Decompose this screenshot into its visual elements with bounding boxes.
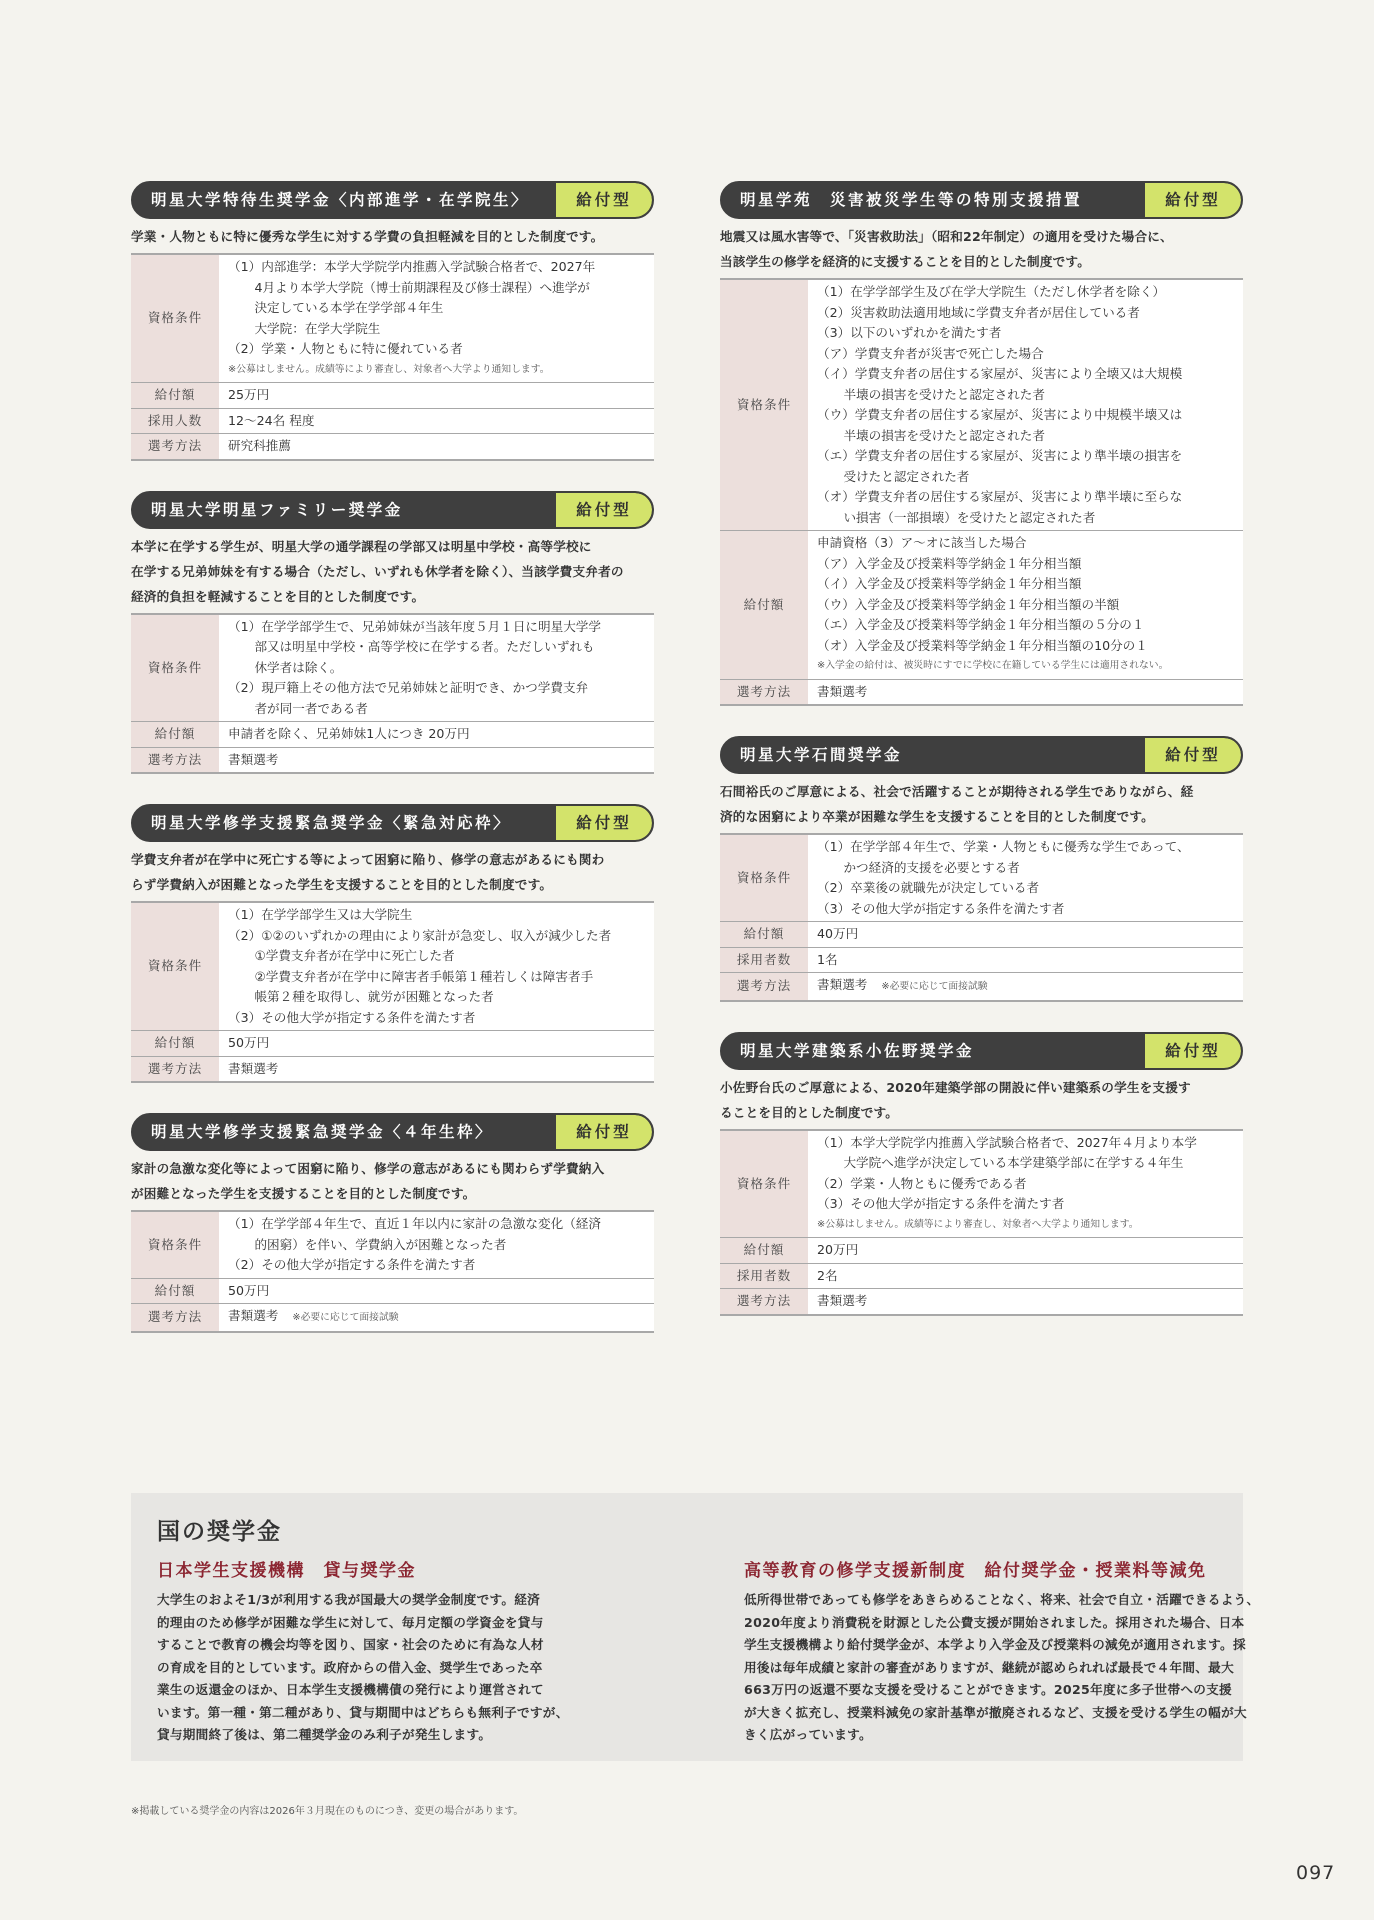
table-row [131, 902, 654, 1031]
grant-type-badge: 給付型 [556, 183, 652, 217]
row-value: 1名 [808, 947, 1243, 973]
table-row [131, 614, 654, 722]
table-row [131, 747, 654, 773]
koutou-column [744, 1556, 1260, 1747]
grant-type-badge: 給付型 [556, 1115, 652, 1149]
section-title: 明星大学建築系小佐野奨学金 [740, 1041, 975, 1060]
row-label: 選考方法 [131, 747, 219, 773]
method-text: 書類選考 [228, 1308, 279, 1323]
section-header [720, 736, 1243, 774]
info-table [720, 1129, 1243, 1316]
row-label: 給付額 [720, 1238, 808, 1264]
row-value: （1）在学学部４年生で、直近１年以内に家計の急激な変化（経済 的困窮）を伴い、学費納入が困難となった者 （2）その他大学が指定する条件を満たす者 [219, 1211, 654, 1278]
national-columns [157, 1556, 1260, 1747]
grant-type-badge: 給付型 [556, 806, 652, 840]
row-value: （1）在学学部学生又は大学院生 （2）①②のいずれかの理由により家計が急変し、収入が減少した者 ①学費支弁者が在学中に死亡した者 ②学費支弁者が在学中に障害者手帳第１種若しくは障害者手 帳第２種を取得し、就労が困難となった者 （3）その他大学が指定する条件を満たす者 [219, 902, 654, 1031]
table-row [720, 279, 1243, 531]
left-column [131, 181, 654, 1363]
table-row [131, 1056, 654, 1082]
row-value: 50万円 [219, 1278, 654, 1304]
table-row [131, 1031, 654, 1057]
scholarship-family [131, 491, 654, 775]
section-header [131, 1113, 654, 1151]
table-row [720, 973, 1243, 1001]
table-row [720, 1238, 1243, 1264]
jasso-text: 大学生のおよそ1/3が利用する我が国最大の奨学金制度です。経済 的理由のため修学が困難な学生に対して、毎月定額の学資金を貸与 することで教育の機会均等を図り、国家・社会のために有為な人材 の育成を目的としています。政府からの借入金、奨学生であった卒 業生の返還金のほか、日本学生支援機構債の発行により運営されて います。第一種・第二種があり、貸与期間中はどちらも無利子ですが、 貸与期間終了後は、第二種奨学金のみ利子が発生します。 [157, 1592, 569, 1742]
scholarship-yonen [131, 1113, 654, 1333]
table-row [131, 254, 654, 383]
section-description: 小佐野台氏のご厚意による、2020年建築学部の開設に伴い建築系の学生を支援す ることを目的とした制度です。 [720, 1079, 1191, 1120]
row-value: 書類選考 [808, 679, 1243, 705]
scholarship-tokutai [131, 181, 654, 461]
section-header [720, 181, 1243, 219]
row-label: 資格条件 [720, 834, 808, 922]
info-table [720, 278, 1243, 706]
method-note: ※必要に応じて面接試験 [881, 981, 988, 992]
scholarship-ishima [720, 736, 1243, 1002]
info-table [720, 833, 1243, 1002]
table-row [720, 1289, 1243, 1315]
row-value: 2名 [808, 1263, 1243, 1289]
jasso-column [157, 1556, 630, 1747]
row-label: 採用人数 [131, 408, 219, 434]
section-title: 明星大学修学支援緊急奨学金〈４年生枠〉 [151, 1123, 494, 1141]
row-label: 資格条件 [131, 614, 219, 722]
table-row [720, 1263, 1243, 1289]
row-label: 給付額 [720, 531, 808, 680]
table-row [131, 722, 654, 748]
right-column [720, 181, 1243, 1346]
section-header [131, 491, 654, 529]
row-value: 書類選考 [219, 747, 654, 773]
scholarship-osano [720, 1032, 1243, 1316]
info-table [131, 253, 654, 461]
national-title: 国の奨学金 [157, 1519, 282, 1545]
table-row [131, 383, 654, 409]
table-row [720, 531, 1243, 680]
table-row [131, 1304, 654, 1332]
page-number: 097 [1296, 1862, 1336, 1884]
grant-type-badge: 給付型 [1145, 1034, 1241, 1068]
national-scholarships-box [131, 1493, 1260, 1761]
section-description: 学費支弁者が在学中に死亡する等によって困窮に陥り、修学の意志があるにも関わ らず学費納入が困難となった学生を支援することを目的とした制度です。 [131, 852, 605, 892]
scholarship-saigai [720, 181, 1243, 706]
row-label: 選考方法 [720, 679, 808, 705]
row-value: 25万円 [219, 383, 654, 409]
row-label: 採用者数 [720, 947, 808, 973]
section-description: 地震又は風水害等で、「災害救助法」（昭和22年制定）の適用を受けた場合に、 当該学生の修学を経済的に支援することを目的とした制度です。 [720, 229, 1173, 269]
row-label: 選考方法 [720, 973, 808, 1001]
table-row [720, 834, 1243, 922]
section-description: 本学に在学する学生が、明星大学の通学課程の学部又は明星中学校・高等学校に 在学する兄弟姉妹を有する場合（ただし、いずれも休学者を除く）、当該学費支弁者の 経済的負担を軽減することを目的とした制度です。 [131, 538, 624, 604]
method-note: ※必要に応じて面接試験 [292, 1312, 399, 1323]
row-label: 資格条件 [131, 1211, 219, 1278]
row-label: 給付額 [131, 1031, 219, 1057]
row-value: 研究科推薦 [219, 434, 654, 460]
section-description: 石間裕氏のご厚意による、社会で活躍することが期待される学生でありながら、経 済的な困窮により卒業が困難な学生を支援することを目的とした制度です。 [720, 784, 1194, 824]
footnote: ※掲載している奨学金の内容は2026年３月現在のものにつき、変更の場合があります。 [131, 1806, 524, 1817]
row-value: 申請者を除く、兄弟姉妹1人につき 20万円 [219, 722, 654, 748]
row-value: 書類選考 [808, 1289, 1243, 1315]
row-value [808, 973, 1243, 1001]
section-description: 学業・人物ともに特に優秀な学生に対する学費の負担軽減を目的とした制度です。 [131, 229, 604, 244]
row-label: 選考方法 [131, 434, 219, 460]
row-value: 申請資格（3）ア〜オに該当した場合 （ア）入学金及び授業料等学納金１年分相当額 （イ）入学金及び授業料等学納金１年分相当額 （ウ）入学金及び授業料等学納金１年分相当額の半額 （エ）入学金及び授業料等学納金１年分相当額の５分の１ （オ）入学金及び授業料等学納金１年分相当額の10分の１ ※入学金の給付は、被災時にすでに学校に在籍している学生には適用されない。 [808, 531, 1243, 680]
section-header [720, 1032, 1243, 1070]
table-row [131, 1278, 654, 1304]
row-label: 資格条件 [131, 254, 219, 383]
table-row [131, 408, 654, 434]
row-value: （1）内部進学：本学大学院学内推薦入学試験合格者で、2027年 4月より本学大学院（博士前期課程及び修士課程）へ進学が 決定している本学在学学部４年生 大学院：在学大学院生 （2）学業・人物ともに特に優れている者 ※公募はしません。成績等により審査し、対象者へ大学より通知します。 [219, 254, 654, 383]
grant-type-badge: 給付型 [556, 493, 652, 527]
row-label: 選考方法 [131, 1304, 219, 1332]
row-value: 50万円 [219, 1031, 654, 1057]
row-value: 20万円 [808, 1238, 1243, 1264]
row-label: 選考方法 [720, 1289, 808, 1315]
table-row [131, 434, 654, 460]
row-label: 給付額 [720, 922, 808, 948]
section-header [131, 181, 654, 219]
row-label: 選考方法 [131, 1056, 219, 1082]
method-text: 書類選考 [817, 977, 868, 992]
info-table [131, 613, 654, 775]
row-value: （1）本学大学院学内推薦入学試験合格者で、2027年４月より本学 大学院へ進学が決定している本学建築学部に在学する４年生 （2）学業・人物ともに優秀である者 （3）その他大学が指定する条件を満たす者 ※公募はしません。成績等により審査し、対象者へ大学より通知します。 [808, 1130, 1243, 1238]
koutou-title: 高等教育の修学支援新制度 給付奨学金・授業料等減免 [744, 1561, 1207, 1581]
row-value: 12〜24名 程度 [219, 408, 654, 434]
row-value: （1）在学学部学生で、兄弟姉妹が当該年度５月１日に明星大学学 部又は明星中学校・高等学校に在学する者。ただしいずれも 休学者は除く。 （2）現戸籍上その他方法で兄弟姉妹と証明でき、かつ学費支弁 者が同一者である者 [219, 614, 654, 722]
table-row [720, 922, 1243, 948]
row-value: 書類選考 [219, 1056, 654, 1082]
info-table [131, 901, 654, 1083]
section-header [131, 804, 654, 842]
scholarship-kinkyu [131, 804, 654, 1083]
row-label: 資格条件 [720, 1130, 808, 1238]
jasso-title: 日本学生支援機構 貸与奨学金 [157, 1561, 416, 1581]
row-label: 採用者数 [720, 1263, 808, 1289]
row-value: （1）在学学部学生及び在学大学院生（ただし休学者を除く） （2）災害救助法適用地域に学費支弁者が居住している者 （3）以下のいずれかを満たす者 （ア）学費支弁者が災害で死亡した場合 （イ）学費支弁者の居住する家屋が、災害により全壊又は大規模 半壊の損害を受けたと認定された者 （ウ）学費支弁者の居住する家屋が、災害により中規模半壊又は 半壊の損害を受けたと認定された者 （エ）学費支弁者の居住する家屋が、災害により準半壊の損害を 受けたと認定された者 （オ）学費支弁者の居住する家屋が、災害により準半壊に至らな い損害（一部損壊）を受けたと認定された者 [808, 279, 1243, 531]
section-description: 家計の急激な変化等によって困窮に陥り、修学の意志があるにも関わらず学費納入 が困難となった学生を支援することを目的とした制度です。 [131, 1161, 605, 1201]
table-row [720, 947, 1243, 973]
row-label: 給付額 [131, 722, 219, 748]
table-row [131, 1211, 654, 1278]
grant-type-badge: 給付型 [1145, 183, 1241, 217]
info-table [131, 1210, 654, 1333]
table-row [720, 679, 1243, 705]
grant-type-badge: 給付型 [1145, 738, 1241, 772]
row-label: 資格条件 [131, 902, 219, 1031]
row-label: 給付額 [131, 1278, 219, 1304]
row-value: 40万円 [808, 922, 1243, 948]
section-title: 明星大学修学支援緊急奨学金〈緊急対応枠〉 [151, 814, 512, 832]
row-label: 資格条件 [720, 279, 808, 531]
table-row [720, 1130, 1243, 1238]
section-title: 明星学苑 災害被災学生等の特別支援措置 [740, 191, 1083, 209]
koutou-text: 低所得世帯であっても修学をあきらめることなく、将来、社会で自立・活躍できるよう、 2020年度より消費税を財源とした公費支援が開始されました。採用された場合、日本 学生支援機構より給付奨学金が、本学より入学金及び授業料の減免が適用されます。採 用後は毎年成績と家計の審査がありますが、継続が認められれば最長で４年間、最大 663万円の返還不要な支援を受けることができます。2025年度に多子世帯への支援 が大きく拡充し、授業料減免の家計基準が撤廃されるなど、支援を受ける学生の幅が大 きく広がっています。 [744, 1592, 1260, 1742]
row-value [219, 1304, 654, 1332]
row-label: 給付額 [131, 383, 219, 409]
section-title: 明星大学特待生奨学金〈内部進学・在学院生〉 [151, 191, 530, 209]
section-title: 明星大学石間奨学金 [740, 746, 903, 764]
section-title: 明星大学明星ファミリー奨学金 [151, 500, 403, 519]
row-value: （1）在学学部４年生で、学業・人物ともに優秀な学生であって、 かつ経済的支援を必要とする者 （2）卒業後の就職先が決定している者 （3）その他大学が指定する条件を満たす者 [808, 834, 1243, 922]
